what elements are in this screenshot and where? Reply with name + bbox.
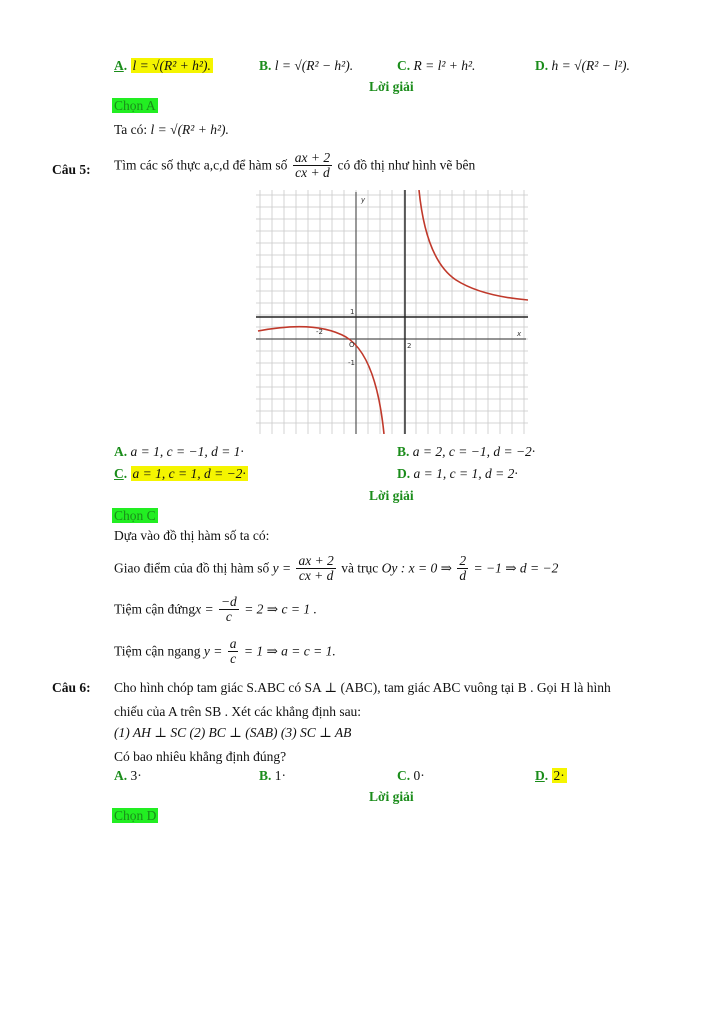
chosen-answer-badge: Chọn C	[114, 508, 156, 523]
q6-option-d[interactable]: D. 2·	[535, 768, 565, 783]
q4-option-c[interactable]	[397, 58, 475, 74]
q6-stem-line1: Cho hình chóp tam giác S.ABC có SA ⊥ (ABC), tam giác ABC vuông tại B . Gọi H là hình	[114, 680, 611, 695]
q5-stem: Tìm các số thực a,c,d để hàm số $\frac{ax + 2}{cx + d}$ có đồ thị như hình vẽ bên	[114, 150, 476, 180]
question-label: Câu 5:	[52, 162, 91, 177]
solution-heading: Lời giải	[369, 488, 414, 503]
q4-explanation: Ta có: l = √(R² + h²).	[114, 122, 229, 137]
chosen-answer-badge: Chọn A	[114, 98, 156, 113]
option-letter: A	[114, 58, 124, 73]
q5-option-d[interactable]: D. a = 1, c = 1, d = 2·	[397, 466, 518, 481]
tick-x-2: 2	[407, 342, 412, 350]
tick-y-1: 1	[350, 308, 355, 316]
q5-solution-line2: Giao điểm của đồ thị hàm số y = $\frac{ax + 2}{cx + d}$ và trục Oy : x = 0 ⇒ $\frac{2}{d}$ = −1 ⇒ d = −2	[114, 553, 559, 583]
option-letter: C.	[397, 58, 411, 73]
solution-heading: Lời giải	[369, 789, 414, 804]
q6-stem-question: Có bao nhiêu khẳng định đúng?	[114, 749, 287, 764]
grid	[256, 190, 528, 434]
option-letter: D.	[535, 58, 549, 73]
curve-left-branch	[258, 327, 384, 434]
tick-y-neg1: -1	[348, 359, 355, 367]
q4-option-d[interactable]	[535, 58, 630, 74]
question-label: Câu 6:	[52, 680, 91, 695]
option-text: l = √(R² − h²).	[274, 58, 354, 73]
option-text: l = √(R² + h²).	[132, 58, 211, 73]
q6-option-c[interactable]: C. 0·	[397, 768, 425, 783]
option-text: h = √(R² − l²).	[551, 58, 630, 73]
q5-option-a[interactable]: A. a = 1, c = −1, d = 1·	[114, 444, 244, 459]
q6-option-b[interactable]: B. 1·	[259, 768, 287, 783]
q5-solution-line1: Dựa vào đồ thị hàm số ta có:	[114, 528, 270, 543]
q5-option-b[interactable]: B. a = 2, c = −1, d = −2·	[397, 444, 536, 459]
y-axis-name: y	[361, 196, 366, 204]
option-letter: B.	[259, 58, 272, 73]
q6-option-a[interactable]: A. 3·	[114, 768, 142, 783]
option-text: R = l² + h².	[413, 58, 476, 73]
chosen-answer-badge: Chọn D	[114, 808, 157, 823]
function-graph	[256, 190, 528, 434]
q6-stem-line2: chiếu của A trên SB . Xét các khẳng định sau:	[114, 704, 362, 719]
tick-x-neg2: -2	[316, 328, 323, 336]
q6-statements: (1) AH ⊥ SC (2) BC ⊥ (SAB) (3) SC ⊥ AB	[114, 725, 352, 740]
origin-label: O	[349, 341, 355, 349]
q5-option-c[interactable]: C. a = 1, c = 1, d = −2·	[114, 466, 246, 481]
q5-solution-line4: Tiệm cận ngang y = $\frac{a}{c}$ = 1 ⇒ a = c = 1.	[114, 636, 336, 666]
q4-option-b[interactable]	[259, 58, 353, 74]
x-axis-name: x	[517, 330, 522, 338]
q4-option-a[interactable]: A. l = √(R² + h²).	[114, 58, 211, 73]
solution-heading: Lời giải	[369, 79, 414, 94]
q5-solution-line3: Tiệm cận đứngx = $\frac{-d}{c}$ = 2 ⇒ c = 1 .	[114, 594, 317, 624]
